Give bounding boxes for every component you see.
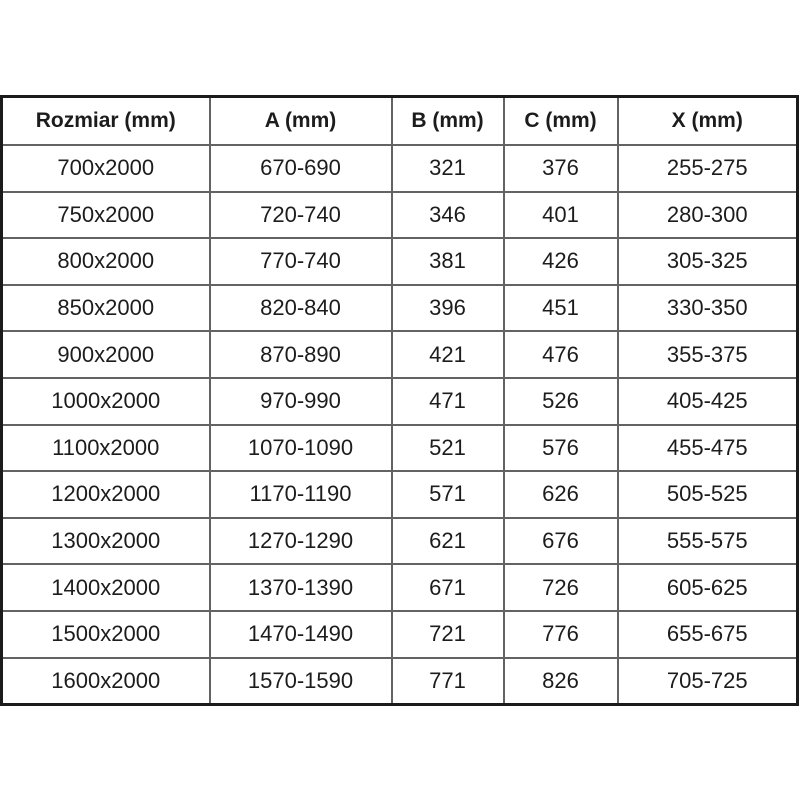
size-table-container (0, 95, 796, 706)
size-table-body (2, 145, 798, 705)
cell-c: 826 (504, 658, 618, 705)
cell-c: 376 (504, 145, 618, 192)
column-header-x: X (mm) (618, 97, 798, 146)
cell-rozmiar: 900x2000 (2, 331, 210, 378)
cell-c: 576 (504, 425, 618, 472)
cell-a: 1370-1390 (210, 564, 392, 611)
cell-a: 820-840 (210, 285, 392, 332)
column-header-c: C (mm) (504, 97, 618, 146)
cell-rozmiar: 1400x2000 (2, 564, 210, 611)
cell-rozmiar: 1600x2000 (2, 658, 210, 705)
cell-a: 970-990 (210, 378, 392, 425)
cell-c: 476 (504, 331, 618, 378)
table-row (2, 192, 798, 239)
cell-b: 421 (392, 331, 504, 378)
cell-b: 771 (392, 658, 504, 705)
cell-c: 676 (504, 518, 618, 565)
cell-a: 1170-1190 (210, 471, 392, 518)
cell-a: 1570-1590 (210, 658, 392, 705)
cell-x: 330-350 (618, 285, 798, 332)
cell-x: 605-625 (618, 564, 798, 611)
cell-x: 555-575 (618, 518, 798, 565)
cell-rozmiar: 1000x2000 (2, 378, 210, 425)
cell-c: 401 (504, 192, 618, 239)
cell-rozmiar: 1200x2000 (2, 471, 210, 518)
cell-c: 626 (504, 471, 618, 518)
cell-a: 1470-1490 (210, 611, 392, 658)
cell-a: 1270-1290 (210, 518, 392, 565)
cell-a: 770-740 (210, 238, 392, 285)
cell-rozmiar: 1500x2000 (2, 611, 210, 658)
cell-x: 305-325 (618, 238, 798, 285)
cell-rozmiar: 1300x2000 (2, 518, 210, 565)
cell-x: 255-275 (618, 145, 798, 192)
cell-x: 655-675 (618, 611, 798, 658)
cell-a: 870-890 (210, 331, 392, 378)
cell-x: 455-475 (618, 425, 798, 472)
size-table (0, 95, 799, 706)
cell-b: 471 (392, 378, 504, 425)
cell-c: 526 (504, 378, 618, 425)
cell-b: 346 (392, 192, 504, 239)
column-header-b: B (mm) (392, 97, 504, 146)
cell-rozmiar: 750x2000 (2, 192, 210, 239)
cell-x: 405-425 (618, 378, 798, 425)
cell-x: 705-725 (618, 658, 798, 705)
table-row (2, 564, 798, 611)
table-row (2, 378, 798, 425)
cell-b: 571 (392, 471, 504, 518)
table-row (2, 518, 798, 565)
table-row (2, 658, 798, 705)
cell-b: 671 (392, 564, 504, 611)
cell-rozmiar: 850x2000 (2, 285, 210, 332)
header-row (2, 97, 798, 146)
cell-b: 721 (392, 611, 504, 658)
table-row (2, 331, 798, 378)
cell-b: 621 (392, 518, 504, 565)
cell-a: 670-690 (210, 145, 392, 192)
cell-x: 280-300 (618, 192, 798, 239)
cell-x: 505-525 (618, 471, 798, 518)
table-row (2, 145, 798, 192)
table-row (2, 471, 798, 518)
size-table-header (2, 97, 798, 146)
cell-rozmiar: 1100x2000 (2, 425, 210, 472)
cell-b: 396 (392, 285, 504, 332)
table-row (2, 611, 798, 658)
table-row (2, 285, 798, 332)
cell-rozmiar: 800x2000 (2, 238, 210, 285)
cell-a: 720-740 (210, 192, 392, 239)
cell-c: 426 (504, 238, 618, 285)
cell-a: 1070-1090 (210, 425, 392, 472)
cell-b: 521 (392, 425, 504, 472)
column-header-rozmiar: Rozmiar (mm) (2, 97, 210, 146)
cell-rozmiar: 700x2000 (2, 145, 210, 192)
cell-b: 381 (392, 238, 504, 285)
cell-c: 726 (504, 564, 618, 611)
table-row (2, 238, 798, 285)
cell-c: 776 (504, 611, 618, 658)
cell-b: 321 (392, 145, 504, 192)
column-header-a: A (mm) (210, 97, 392, 146)
cell-c: 451 (504, 285, 618, 332)
cell-x: 355-375 (618, 331, 798, 378)
table-row (2, 425, 798, 472)
